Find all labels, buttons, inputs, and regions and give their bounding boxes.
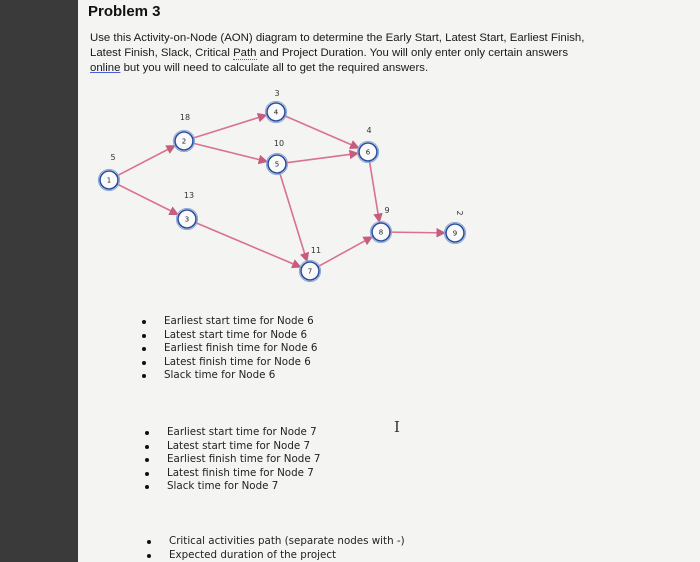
edge-7-to-8 (318, 237, 372, 267)
node-6 (357, 141, 378, 162)
question-ef-node-6: Earliest finish time for Node 6 (140, 342, 317, 356)
node-4-id: 4 (273, 108, 279, 117)
path-word: Path (233, 47, 257, 59)
node-4 (265, 101, 286, 122)
node-1 (98, 169, 119, 190)
edge-5-to-6 (286, 153, 358, 163)
node-5 (266, 153, 287, 174)
node-6-id: 6 (365, 148, 371, 157)
node-1-duration: 5 (110, 153, 116, 162)
question-ls-node-6: Latest start time for Node 6 (140, 329, 317, 343)
diagram-nodes (98, 101, 465, 281)
edge-2-to-5 (193, 143, 268, 161)
edge-8-to-9 (390, 232, 445, 233)
node-2-id: 2 (181, 137, 187, 146)
node-8 (370, 221, 391, 242)
edge-1-to-3 (117, 184, 178, 215)
node-3-duration: 13 (183, 191, 195, 200)
question-lf-node-7: Latest finish time for Node 7 (143, 467, 320, 481)
online-word: online (90, 62, 121, 74)
question-slack-node-7: Slack time for Node 7 (143, 480, 320, 494)
node-5-duration: 10 (273, 139, 285, 148)
node-8-duration: 9 (384, 206, 390, 215)
node-2 (173, 130, 194, 151)
edge-3-to-7 (195, 223, 300, 268)
instructions-line-2: Latest Finish, Slack, Critical Path and Project Duration. You will only enter only certain answers (90, 47, 569, 59)
edge-6-to-8 (369, 161, 379, 222)
node-3-id: 3 (184, 215, 190, 224)
node-7-questions (143, 426, 320, 494)
node-4-duration: 3 (274, 89, 280, 98)
node-6-duration: 4 (366, 126, 372, 135)
node-2-duration: 18 (179, 113, 191, 122)
question-project-duration: Expected duration of the project (145, 549, 405, 562)
node-7-duration: 11 (310, 246, 322, 255)
node-6-questions (140, 315, 317, 383)
node-7 (299, 260, 320, 281)
node-3 (176, 208, 197, 229)
diagram-edges (117, 115, 445, 267)
question-es-node-6: Earliest start time for Node 6 (140, 315, 317, 329)
node-9-duration: 2 (455, 210, 464, 216)
node-9-id: 9 (452, 229, 458, 238)
edge-5-to-7 (280, 173, 307, 262)
question-lf-node-6: Latest finish time for Node 6 (140, 356, 317, 370)
question-es-node-7: Earliest start time for Node 7 (143, 426, 320, 440)
node-1-id: 1 (106, 176, 112, 185)
question-ef-node-7: Earliest finish time for Node 7 (143, 453, 320, 467)
problem-title: Problem 3 (88, 3, 161, 20)
edge-1-to-2 (117, 146, 175, 176)
final-questions (145, 535, 405, 562)
node-8-id: 8 (378, 228, 384, 237)
node-9 (444, 222, 465, 243)
node-5-id: 5 (274, 160, 280, 169)
edge-4-to-6 (284, 116, 359, 148)
instructions-line-1: Use this Activity-on-Node (AON) diagram to determine the Early Start, Latest Start, Earliest Finish, (90, 32, 585, 44)
question-critical-path: Critical activities path (separate nodes with -) (145, 535, 405, 549)
question-slack-node-6: Slack time for Node 6 (140, 369, 317, 383)
instructions-line-3: online but you will need to calculate all to get the required answers. (90, 62, 429, 74)
diagram-duration-labels (110, 89, 464, 255)
question-ls-node-7: Latest start time for Node 7 (143, 440, 320, 454)
problem-page (78, 0, 700, 562)
edge-2-to-4 (193, 115, 267, 138)
aon-diagram (78, 0, 700, 290)
text-cursor-icon: I (394, 418, 400, 436)
node-7-id: 7 (307, 267, 313, 276)
